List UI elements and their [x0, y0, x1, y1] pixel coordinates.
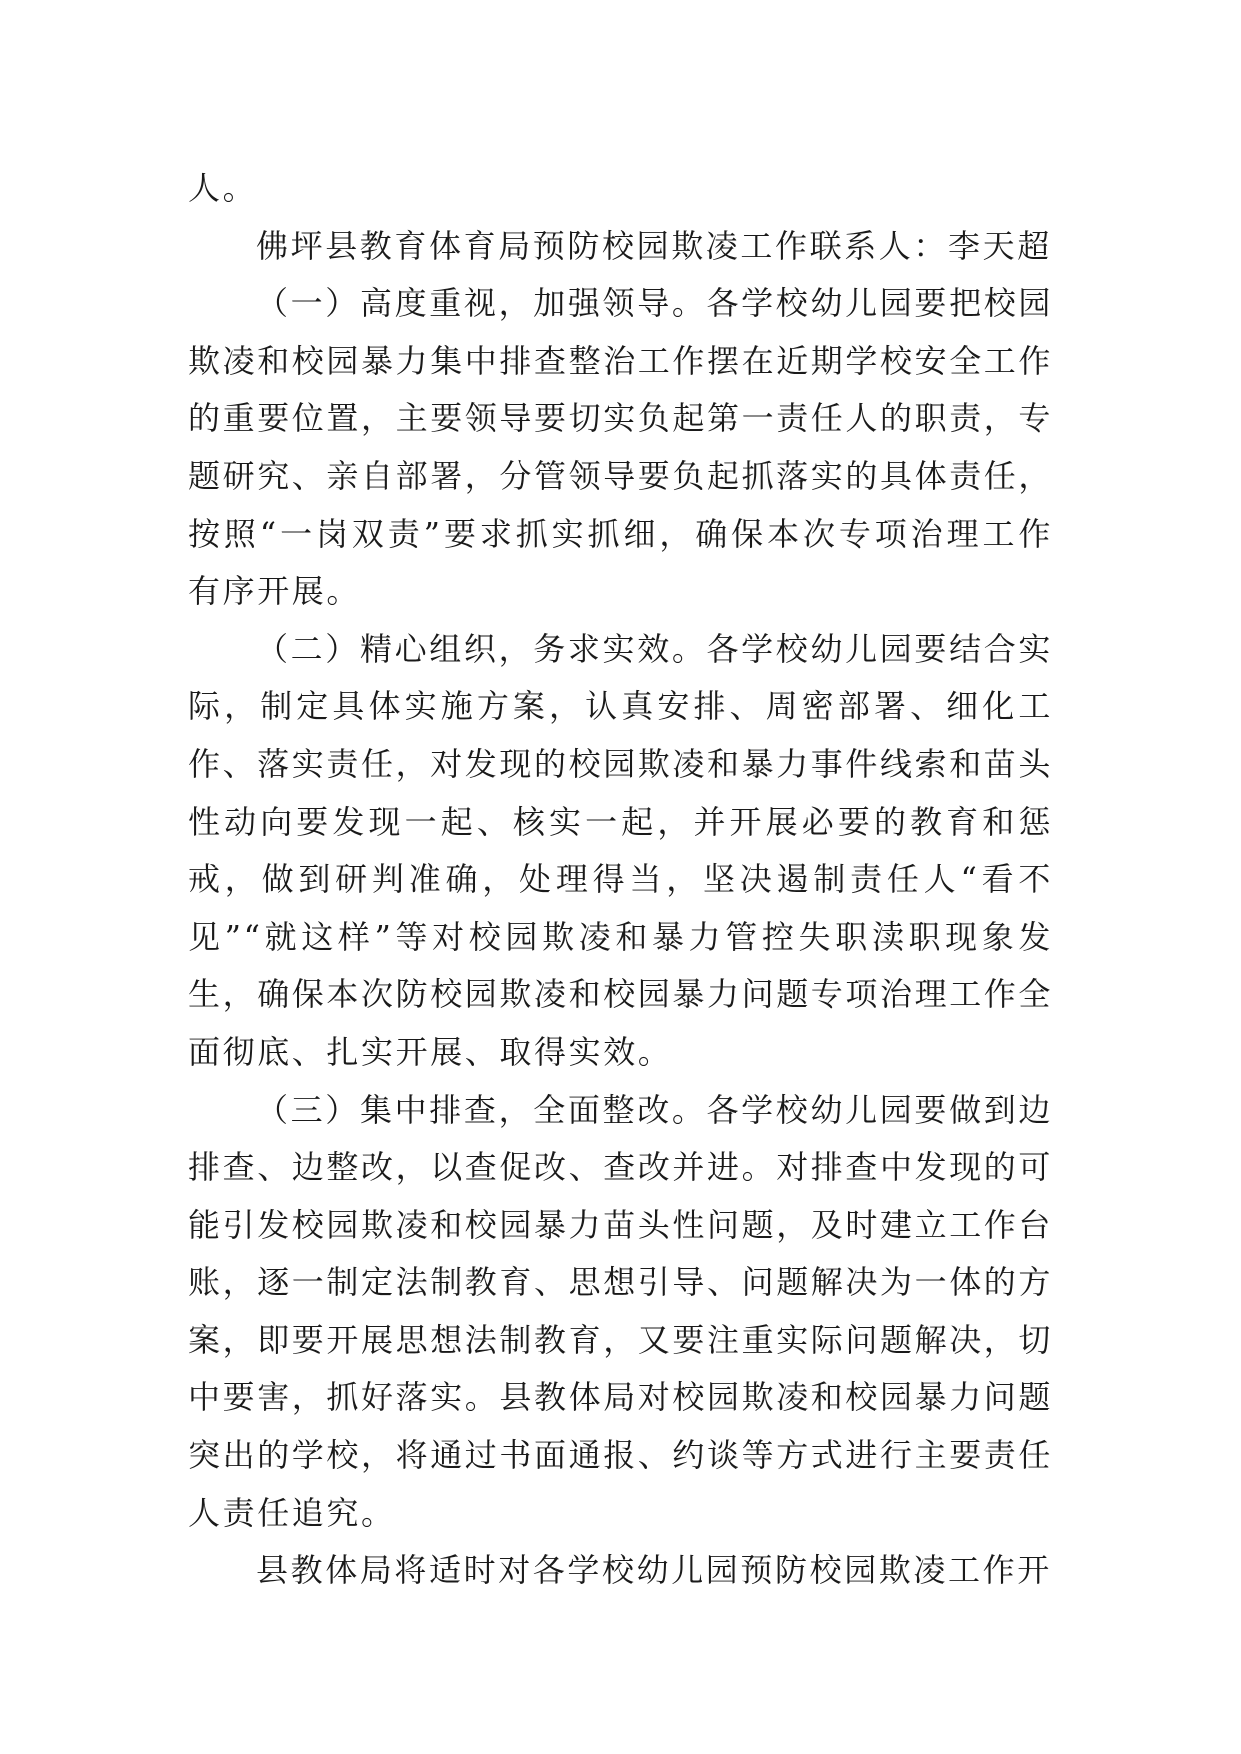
paragraph-section-3: （三）集中排查，全面整改。各学校幼儿园要做到边排查、边整改，以查促改、查改并进。对排查中发现的可能引发校园欺凌和校园暴力苗头性问题，及时建立工作台账，逐一制定法制教育、思想引导、问题解决为一体的方案，即要开展思想法制教育，又要注重实际问题解决，切中要害，抓好落实。县教体局对校园欺凌和校园暴力问题突出的学校，将通过书面通报、约谈等方式进行主要责任人责任追究。 [188, 1090, 1054, 1532]
paragraph-continuation: 人。 [188, 169, 258, 207]
document-body [188, 160, 1053, 1600]
paragraph-section-2: （二）精心组织，务求实效。各学校幼儿园要结合实际，制定具体实施方案，认真安排、周密部署、细化工作、落实责任，对发现的校园欺凌和暴力事件线索和苗头性动向要发现一起、核实一起，并开展必要的教育和惩戒，做到研判准确，处理得当，坚决遏制责任人“看不见”“就这样”等对校园欺凌和暴力管控失职渎职现象发生，确保本次防校园欺凌和校园暴力问题专项治理工作全面彻底、扎实开展、取得实效。 [188, 629, 1054, 1071]
paragraph-contact-person: 佛坪县教育体育局预防校园欺凌工作联系人：李天超 [256, 226, 1052, 265]
paragraph-section-1: （一）高度重视，加强领导。各学校幼儿园要把校园欺凌和校园暴力集中排查整治工作摆在近期学校安全工作的重要位置，主要领导要切实负起第一责任人的职责，专题研究、亲自部署，分管领导要负起抓落实的具体责任，按照“一岗双责”要求抓实抓细，确保本次专项治理工作有序开展。 [188, 284, 1054, 611]
paragraph-closing: 县教体局将适时对各学校幼儿园预防校园欺凌工作开 [256, 1551, 1052, 1590]
